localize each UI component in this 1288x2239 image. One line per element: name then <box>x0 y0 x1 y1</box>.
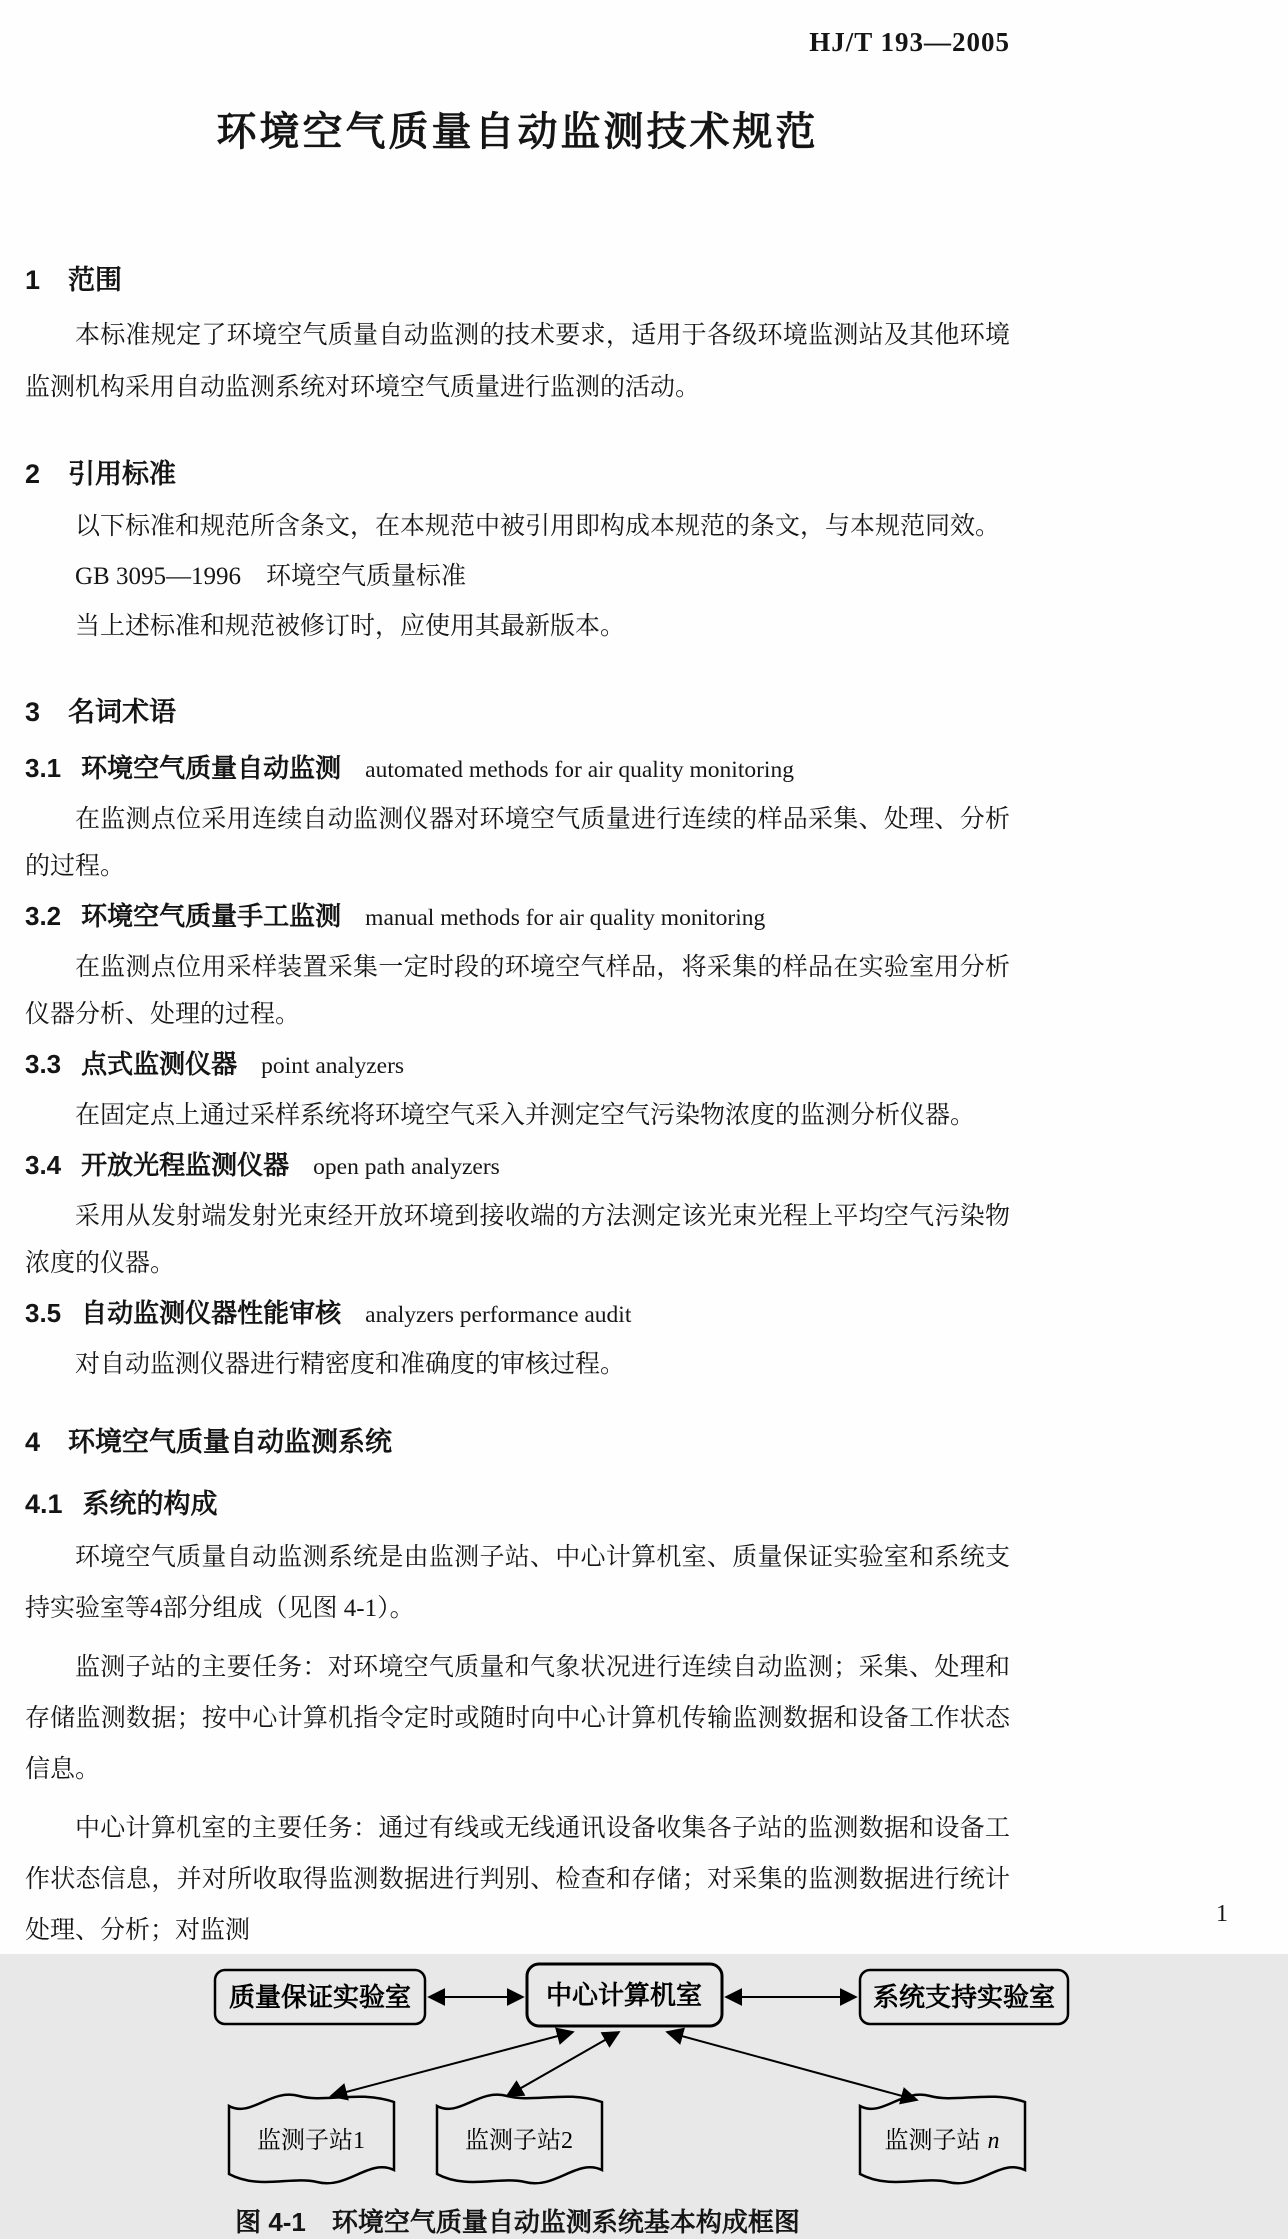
section-2-paragraph-1: 以下标准和规范所含条文，在本规范中被引用即构成本规范的条文，与本规范同效。 <box>75 513 1001 540</box>
section-4-paragraph-2: 监测子站的主要任务：对环境空气质量和气象状况进行连续自动监测；采集、处理和存储监测数据；按中心计算机指令定时或随时向中心计算机传输监测数据和设备工作状态信息。 <box>25 1654 1010 1783</box>
substation-1-label: 监测子站1 <box>257 2128 365 2154</box>
section-2-paragraph-3: 当上述标准和规范被修订时，应使用其最新版本。 <box>75 613 626 640</box>
substation-n-prefix: 监测子站 <box>884 2128 981 2154</box>
term-3-4-heading <box>25 1139 1010 1193</box>
document-title: 环境空气质量自动监测技术规范 <box>216 110 819 154</box>
substation-1-shape <box>229 2095 394 2184</box>
arrow-center-subn <box>667 2032 917 2100</box>
substation-n-variable: n <box>987 2128 1000 2154</box>
term-3-5-number: 3.5 <box>25 1298 62 1328</box>
term-3-5-zh: 自动监测仪器性能审核 <box>81 1298 342 1328</box>
arrow-center-sub2 <box>507 2032 619 2096</box>
term-3-4-zh: 开放光程监测仪器 <box>81 1150 290 1180</box>
term-3-1-number: 3.1 <box>25 753 62 783</box>
term-3-1-definition: 在监测点位采用连续自动监测仪器对环境空气质量进行连续的样品采集、处理、分析的过程。 <box>25 806 1010 880</box>
center-computer-label: 中心计算机室 <box>545 1981 703 2010</box>
term-3-1-heading <box>25 742 1010 796</box>
figure-caption: 图 4-1 环境空气质量自动监测系统基本构成框图 <box>235 2207 800 2237</box>
section-4-paragraph-3: 中心计算机室的主要任务：通过有线或无线通讯设备收集各子站的监测数据和设备工作状态信息，并对所收取得监测数据进行判别、检查和存储；对采集的监测数据进行统计处理、分析；对监测 <box>25 1815 1010 1944</box>
term-3-3-definition: 在固定点上通过采样系统将环境空气采入并测定空气污染物浓度的监测分析仪器。 <box>75 1102 976 1129</box>
term-3-4-en: open path analyzers <box>313 1154 500 1180</box>
term-3-2-zh: 环境空气质量手工监测 <box>81 901 342 931</box>
section-4-heading <box>25 1422 1010 1462</box>
substation-n-shape <box>860 2095 1025 2184</box>
qa-lab-label: 质量保证实验室 <box>228 1983 412 2012</box>
term-3-2-definition: 在监测点位用采样装置采集一定时段的环境空气样品，将采集的样品在实验室用分析仪器分析、处理的过程。 <box>25 954 1010 1028</box>
referenced-standard: GB 3095—1996 环境空气质量标准 <box>75 563 466 590</box>
section-3-number: 3 <box>25 697 41 727</box>
term-3-3-number: 3.3 <box>25 1049 62 1079</box>
section-2-title: 引用标准 <box>68 459 177 489</box>
term-3-2-heading <box>25 890 1010 944</box>
substation-n-label <box>885 2127 1000 2154</box>
arrow-center-sub1 <box>331 2032 573 2096</box>
term-3-5-definition: 对自动监测仪器进行精密度和准确度的审核过程。 <box>75 1351 626 1378</box>
term-3-4-number: 3.4 <box>25 1150 62 1180</box>
section-4-title: 环境空气质量自动监测系统 <box>68 1427 393 1457</box>
term-3-3-zh: 点式监测仪器 <box>81 1049 238 1079</box>
doc-number: HJ/T 193—2005 <box>809 27 1010 57</box>
term-3-4-definition: 采用从发射端发射光束经开放环境到接收端的方法测定该光束光程上平均空气污染物浓度的仪器。 <box>25 1203 1010 1277</box>
terms-list <box>25 742 1010 1388</box>
term-3-3-heading <box>25 1038 1010 1092</box>
figure-4-1 <box>25 1962 1056 2239</box>
section-1-paragraph: 本标准规定了环境空气质量自动监测的技术要求，适用于各级环境监测站及其他环境监测机构采用自动监测系统对环境空气质量进行监测的活动。 <box>25 322 1010 401</box>
term-3-3-en: point analyzers <box>261 1053 405 1079</box>
section-4-1-title: 系统的构成 <box>82 1489 218 1519</box>
section-4-number: 4 <box>25 1427 41 1457</box>
section-4-1-heading <box>25 1484 1010 1524</box>
term-3-1-en: automated methods for air quality monitoring <box>365 757 794 783</box>
system-diagram <box>25 1962 1056 2190</box>
term-3-1-zh: 环境空气质量自动监测 <box>81 753 342 783</box>
support-lab-label: 系统支持实验室 <box>872 1983 1056 2012</box>
section-1-heading <box>25 260 1010 300</box>
substation-2-shape <box>437 2095 602 2184</box>
section-2-number: 2 <box>25 459 41 489</box>
section-1-number: 1 <box>25 265 41 295</box>
term-3-5-en: analyzers performance audit <box>365 1302 632 1328</box>
term-3-5-heading <box>25 1287 1010 1341</box>
term-3-2-number: 3.2 <box>25 901 62 931</box>
section-3-heading <box>25 692 1010 732</box>
page-number: 1 <box>1216 1901 1228 1927</box>
term-3-2-en: manual methods for air quality monitoring <box>365 905 766 931</box>
section-2-heading <box>25 454 1010 494</box>
section-3-title: 名词术语 <box>68 697 177 727</box>
substation-2-label: 监测子站2 <box>465 2128 573 2154</box>
section-4-1-number: 4.1 <box>25 1489 63 1519</box>
section-4-paragraph-1: 环境空气质量自动监测系统是由监测子站、中心计算机室、质量保证实验室和系统支持实验室等4部分组成（见图 4-1）。 <box>25 1544 1010 1622</box>
section-1-title: 范围 <box>68 265 123 295</box>
